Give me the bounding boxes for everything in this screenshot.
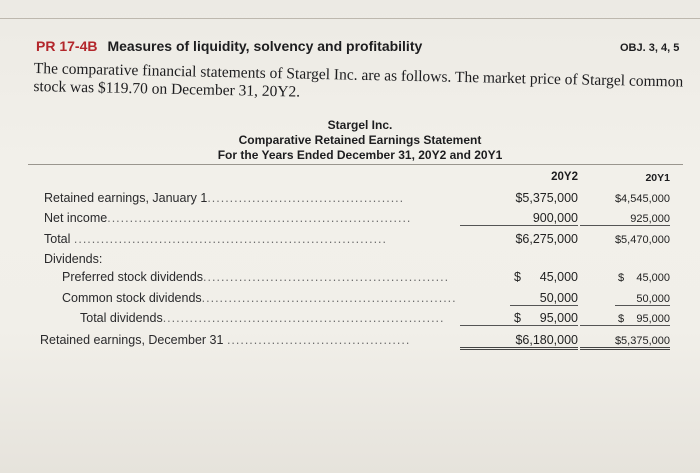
statement-period: For the Years Ended December 31, 20Y2 and 20Y1	[217, 148, 503, 162]
dollar-sign: $	[514, 311, 521, 325]
cell-20y1: 925,000	[580, 213, 670, 226]
row-label: Common stock dividends	[62, 291, 202, 305]
row-label: Dividends:	[44, 252, 103, 266]
row-label: Retained earnings, December 31	[40, 333, 224, 347]
cell-20y2: $5,375,000	[515, 191, 578, 205]
top-rule	[0, 18, 700, 19]
table-top-rule	[28, 164, 683, 165]
row-label: Total dividends	[80, 311, 163, 325]
row-label: Net income	[44, 211, 108, 225]
cell-20y2	[460, 311, 578, 326]
cell-value: 45,000	[539, 270, 578, 284]
cell-20y1	[580, 313, 670, 326]
cell-20y2: 50,000	[510, 291, 578, 306]
table-row: Total ...................................................................... $6,275,000 $5,470,000	[44, 232, 670, 246]
table-row: Common stock dividends......................................................... 50,000 50,000	[62, 291, 670, 305]
cell-value: 95,000	[539, 311, 578, 325]
statement-name: Comparative Retained Earnings Statement	[238, 133, 482, 147]
table-row: Retained earnings, January 1............................................ $5,375,000 $4,545,000	[44, 191, 670, 205]
cell-value: 45,000	[636, 272, 670, 284]
table-row	[0, 252, 700, 272]
cell-20y1: $4,545,000	[614, 193, 670, 205]
dollar-sign: $	[618, 272, 625, 284]
table-row: Net income.................................................................... 900,000 925,000	[44, 211, 670, 225]
problem-intro: The comparative financial statements of Stargel Inc. are as follows. The market price of Stargel common stock was $119.70 on December 31, 20Y2.	[33, 60, 684, 101]
column-header-20y1: 20Y1	[645, 172, 670, 184]
row-label: Total	[44, 232, 71, 246]
cell-20y1: 50,000	[615, 293, 670, 306]
cell-20y2	[460, 270, 578, 284]
table-row: Total dividends............................................................... $ 95,000 $ 95,000	[80, 311, 670, 325]
cell-20y2: 900,000	[460, 211, 578, 226]
table-row: Retained earnings, December 31 ......................................... $6,180,000 $5,375,000	[0, 333, 700, 353]
dollar-sign: $	[514, 270, 521, 284]
problem-header	[36, 38, 422, 54]
cell-20y1: $5,470,000	[614, 234, 670, 246]
cell-value: 95,000	[636, 313, 670, 325]
objectives-tag: OBJ. 3, 4, 5	[620, 42, 680, 54]
cell-20y1	[580, 272, 670, 284]
problem-title: Measures of liquidity, solvency and profitability	[107, 38, 423, 54]
cell-20y1: $5,375,000	[580, 335, 670, 350]
problem-number: PR 17-4B	[36, 38, 98, 54]
row-label: Retained earnings, January 1	[44, 191, 208, 205]
row-label: Preferred stock dividends	[62, 270, 204, 284]
statement-heading	[190, 118, 530, 163]
cell-20y2: $6,275,000	[515, 232, 578, 246]
dollar-sign: $	[618, 313, 625, 325]
column-header-20y2: 20Y2	[551, 171, 578, 183]
cell-20y2: $6,180,000	[460, 333, 578, 350]
table-row: Preferred stock dividends....................................................... $ 45,000 $ 45,000	[62, 270, 670, 284]
company-name: Stargel Inc.	[327, 118, 393, 132]
